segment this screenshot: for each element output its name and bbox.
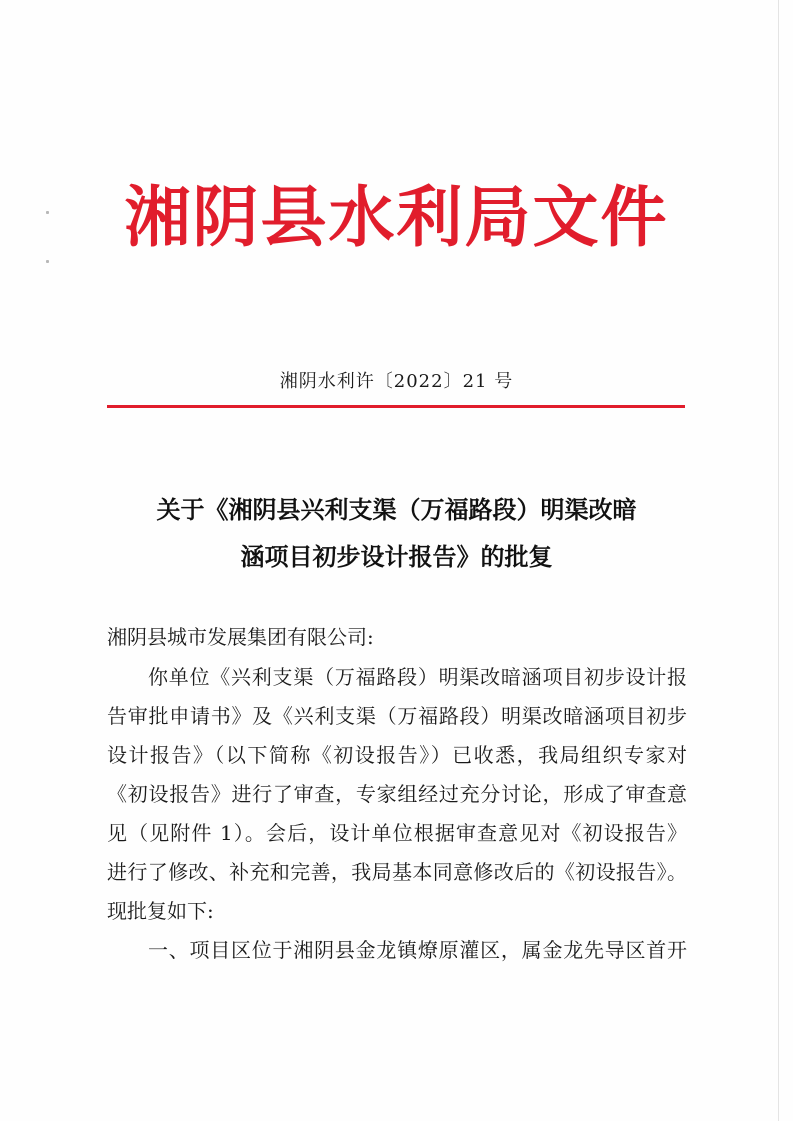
- body-line: 见（见附件 1）。会后，设计单位根据审查意见对《初设报告》: [107, 821, 687, 845]
- body-line: 《初设报告》进行了审查，专家组经过充分讨论，形成了审查意: [107, 782, 687, 806]
- body-line: 进行了修改、补充和完善，我局基本同意修改后的《初设报告》。: [107, 860, 687, 884]
- body-line: 告审批申请书》及《兴利支渠（万福路段）明渠改暗涵项目初步: [107, 704, 687, 728]
- body-line: 现批复如下:: [107, 899, 214, 923]
- salutation: 湘阴县城市发展集团有限公司:: [107, 625, 374, 649]
- issuer-title: 湘阴县水利局文件: [124, 179, 669, 256]
- red-separator-line: [107, 405, 685, 408]
- body-line: 设计报告》（以下简称《初设报告》）已收悉，我局组织专家对: [107, 743, 687, 767]
- document-number: 湘阴水利许〔2022〕21 号: [279, 371, 514, 392]
- binding-mark: [46, 260, 49, 263]
- subject-line-2: 涵项目初步设计报告》的批复: [240, 543, 553, 571]
- body-line: 一、项目区位于湘阴县金龙镇燎原灌区，属金龙先导区首开: [148, 938, 687, 962]
- subject-line-1: 关于《湘阴县兴利支渠（万福路段）明渠改暗: [156, 496, 637, 524]
- body-line: 你单位《兴利支渠（万福路段）明渠改暗涵项目初步设计报: [148, 665, 687, 689]
